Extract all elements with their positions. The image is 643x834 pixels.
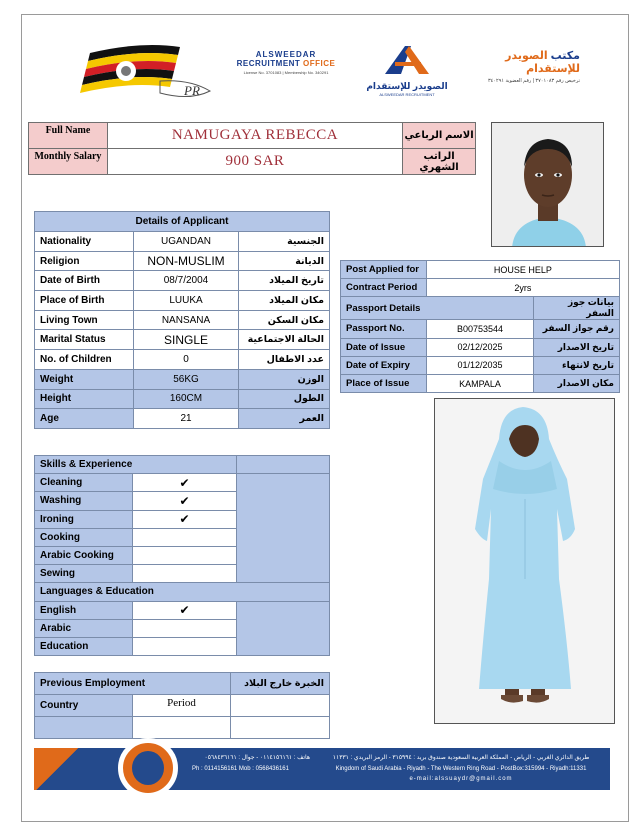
detail-row-age	[35, 409, 330, 429]
previous-employment-header	[35, 673, 330, 695]
place-of-birth-value: LUUKA	[133, 291, 239, 311]
office-arabic-license: ترخيص رقم ٣٧٠١٠٨٣ | رقم العضوية ٣٤٠٢٩١	[487, 78, 580, 84]
date-of-expiry-row	[341, 356, 620, 374]
date-of-expiry-value: 01/12/2035	[426, 356, 534, 374]
full-name-arabic-label: الاسم الرباعي	[403, 123, 476, 149]
skill-row	[35, 474, 330, 492]
date-of-issue-label: Date of Issue	[341, 338, 427, 356]
footer-email: e-mail:alssuaydr@gmail.com	[409, 776, 513, 782]
post-applied-label: Post Applied for	[341, 261, 427, 279]
passport-number-label: Passport No.	[341, 320, 427, 338]
detail-row-marital-status	[35, 330, 330, 350]
date-of-expiry-arabic: تاريخ لانتهاء	[534, 356, 620, 374]
children-arabic: عدد الاطفال	[239, 350, 330, 370]
alsweedar-a-logo	[362, 44, 452, 100]
name-salary-table	[28, 122, 476, 175]
skill-arabic-cooking-label: Arabic Cooking	[35, 546, 133, 564]
detail-row-living-town	[35, 310, 330, 330]
office-license-text: License No. 3701083 | Membership No. 340291	[243, 70, 329, 75]
post-applied-row	[341, 261, 620, 279]
weight-arabic: الوزن	[239, 369, 330, 389]
skill-ironing-label: Ironing	[35, 510, 133, 528]
weight-value: 56KG	[133, 369, 239, 389]
skills-side-cell	[237, 474, 330, 583]
previous-employment-table	[34, 672, 330, 739]
passport-details-title: Passport Details	[341, 297, 534, 320]
religion-arabic: الديانة	[239, 251, 330, 271]
details-title: Details of Applicant	[35, 212, 330, 232]
center-logo-english: ALSWEEDAR RECRUITMENT	[379, 92, 435, 97]
place-of-issue-label: Place of Issue	[341, 374, 427, 392]
dob-arabic: تاريخ الميلاد	[239, 271, 330, 291]
skill-cooking-check	[132, 528, 237, 546]
detail-row-dob	[35, 271, 330, 291]
dob-value: 08/7/2004	[133, 271, 239, 291]
portrait-photo	[491, 122, 604, 247]
contract-period-label: Contract Period	[341, 279, 427, 297]
age-value: 21	[133, 409, 239, 429]
weight-label: Weight	[35, 369, 134, 389]
education-label: Education	[35, 637, 133, 655]
skill-cooking-label: Cooking	[35, 528, 133, 546]
skill-washing-check: ✔	[132, 492, 237, 510]
skill-cleaning-check: ✔	[132, 474, 237, 492]
full-name-label: Full Name	[29, 123, 108, 149]
date-of-expiry-label: Date of Expiry	[341, 356, 427, 374]
marital-status-value: SINGLE	[133, 330, 239, 350]
children-value: 0	[133, 350, 239, 370]
office-arabic-logo	[462, 49, 580, 84]
monthly-salary-label: Monthly Salary	[29, 149, 108, 175]
uganda-flag-logo	[60, 41, 220, 103]
full-length-photo	[434, 398, 615, 724]
place-of-issue-row	[341, 374, 620, 392]
footer-address	[316, 753, 606, 785]
marital-status-label: Marital Status	[35, 330, 134, 350]
footer-phone-english: Ph : 0114156161 Mob : 0568436161	[192, 766, 289, 772]
footer-phone	[192, 753, 322, 775]
language-english-label: English	[35, 601, 133, 619]
nationality-arabic: الجنسية	[239, 232, 330, 252]
nationality-value: UGANDAN	[133, 232, 239, 252]
previous-employment-blank	[231, 695, 330, 717]
place-of-birth-arabic: مكان الميلاد	[239, 291, 330, 311]
skills-table	[34, 455, 330, 656]
living-town-label: Living Town	[35, 310, 134, 330]
living-town-arabic: مكان السكن	[239, 310, 330, 330]
country-column-label: Country	[35, 695, 133, 717]
applicant-details-table	[34, 211, 330, 429]
detail-row-children	[35, 350, 330, 370]
contract-period-value: 2yrs	[426, 279, 619, 297]
previous-employment-title: Previous Employment	[35, 673, 231, 695]
detail-row-weight	[35, 369, 330, 389]
skill-cleaning-label: Cleaning	[35, 474, 133, 492]
passport-number-row	[341, 320, 620, 338]
detail-row-nationality	[35, 232, 330, 252]
empty-cell	[231, 717, 330, 739]
passport-number-arabic: رقم جواز السفر	[534, 320, 620, 338]
skill-sewing-label: Sewing	[35, 565, 133, 583]
skill-sewing-check	[132, 565, 237, 583]
skills-title: Skills & Experience	[35, 456, 237, 474]
language-english-check: ✔	[132, 601, 237, 619]
passport-section-row	[341, 297, 620, 320]
height-label: Height	[35, 389, 134, 409]
education-value	[132, 637, 237, 655]
passport-number-value: B00753544	[426, 320, 534, 338]
language-arabic-label: Arabic	[35, 619, 133, 637]
date-of-issue-row	[341, 338, 620, 356]
office-logo-line1: ALSWEEDAR	[255, 50, 317, 59]
dob-label: Date of Birth	[35, 271, 134, 291]
footer-address-arabic: طريق الدائري الغربي - الرياض - المملكة العربية السعودية صندوق بريد : ٣١٥٩٩٤ - الرمز البريدي : ١١٣٣١	[332, 755, 590, 761]
detail-row-height	[35, 389, 330, 409]
height-value: 160CM	[133, 389, 239, 409]
height-arabic: الطول	[239, 389, 330, 409]
post-passport-table	[340, 260, 620, 393]
language-row	[35, 601, 330, 619]
place-of-issue-arabic: مكان الاصدار	[534, 374, 620, 392]
living-town-value: NANSANA	[133, 310, 239, 330]
religion-label: Religion	[35, 251, 134, 271]
detail-row-religion	[35, 251, 330, 271]
detail-row-place-of-birth	[35, 291, 330, 311]
office-arabic-title: مكتب الصويدر للإستقدام	[505, 50, 580, 75]
age-arabic: العمر	[239, 409, 330, 429]
monthly-salary-value: 900 SAR	[107, 149, 402, 175]
passport-details-arabic: بيانات جوز السفر	[534, 297, 620, 320]
languages-header-row	[35, 583, 330, 601]
empty-cell	[132, 717, 231, 739]
skill-ironing-check: ✔	[132, 510, 237, 528]
skill-washing-label: Washing	[35, 492, 133, 510]
previous-employment-arabic: الخبرة خارج البلاد	[231, 673, 330, 695]
nationality-label: Nationality	[35, 232, 134, 252]
center-logo-arabic: الصويدر للإستقدام	[366, 81, 448, 91]
place-of-issue-value: KAMPALA	[426, 374, 534, 392]
marital-status-arabic: الحالة الاجتماعية	[239, 330, 330, 350]
office-logo-line2: RECRUITMENT OFFICE	[236, 59, 336, 68]
skills-header-blank	[237, 456, 330, 474]
period-column-label: Period	[132, 695, 231, 717]
footer-address-english: Kingdom of Saudi Arabia - Riyadh - The Western Ring Road - PostBox:315994 - Riyadh:11331	[335, 765, 587, 772]
pr-monogram: PR	[184, 83, 200, 98]
previous-employment-empty-row	[35, 717, 330, 739]
footer-stripe	[34, 748, 118, 790]
post-applied-value: HOUSE HELP	[426, 261, 619, 279]
languages-side-cell	[237, 601, 330, 656]
skill-arabic-cooking-check	[132, 546, 237, 564]
full-name-value: NAMUGAYA REBECCA	[107, 123, 402, 149]
place-of-birth-label: Place of Birth	[35, 291, 134, 311]
footer-phone-arabic: هاتف : ٠١١٤١٥٦١٦١ - جوال : ٠٥٦٨٤٣٦١٦١	[204, 755, 310, 761]
date-of-issue-value: 02/12/2025	[426, 338, 534, 356]
religion-value: NON-MUSLIM	[133, 251, 239, 271]
children-label: No. of Children	[35, 350, 134, 370]
contract-period-row	[341, 279, 620, 297]
alsweedar-office-logo	[226, 50, 346, 75]
a-mark-icon	[379, 44, 435, 76]
date-of-issue-arabic: تاريخ الاصدار	[534, 338, 620, 356]
footer-band	[34, 743, 610, 793]
empty-cell	[35, 717, 133, 739]
skills-header-row	[35, 456, 330, 474]
monthly-salary-arabic-label: الراتب الشهري	[403, 149, 476, 175]
languages-title: Languages & Education	[35, 583, 330, 601]
age-label: Age	[35, 409, 134, 429]
language-arabic-check	[132, 619, 237, 637]
footer-logo-circle-icon	[118, 738, 178, 798]
previous-employment-columns	[35, 695, 330, 717]
